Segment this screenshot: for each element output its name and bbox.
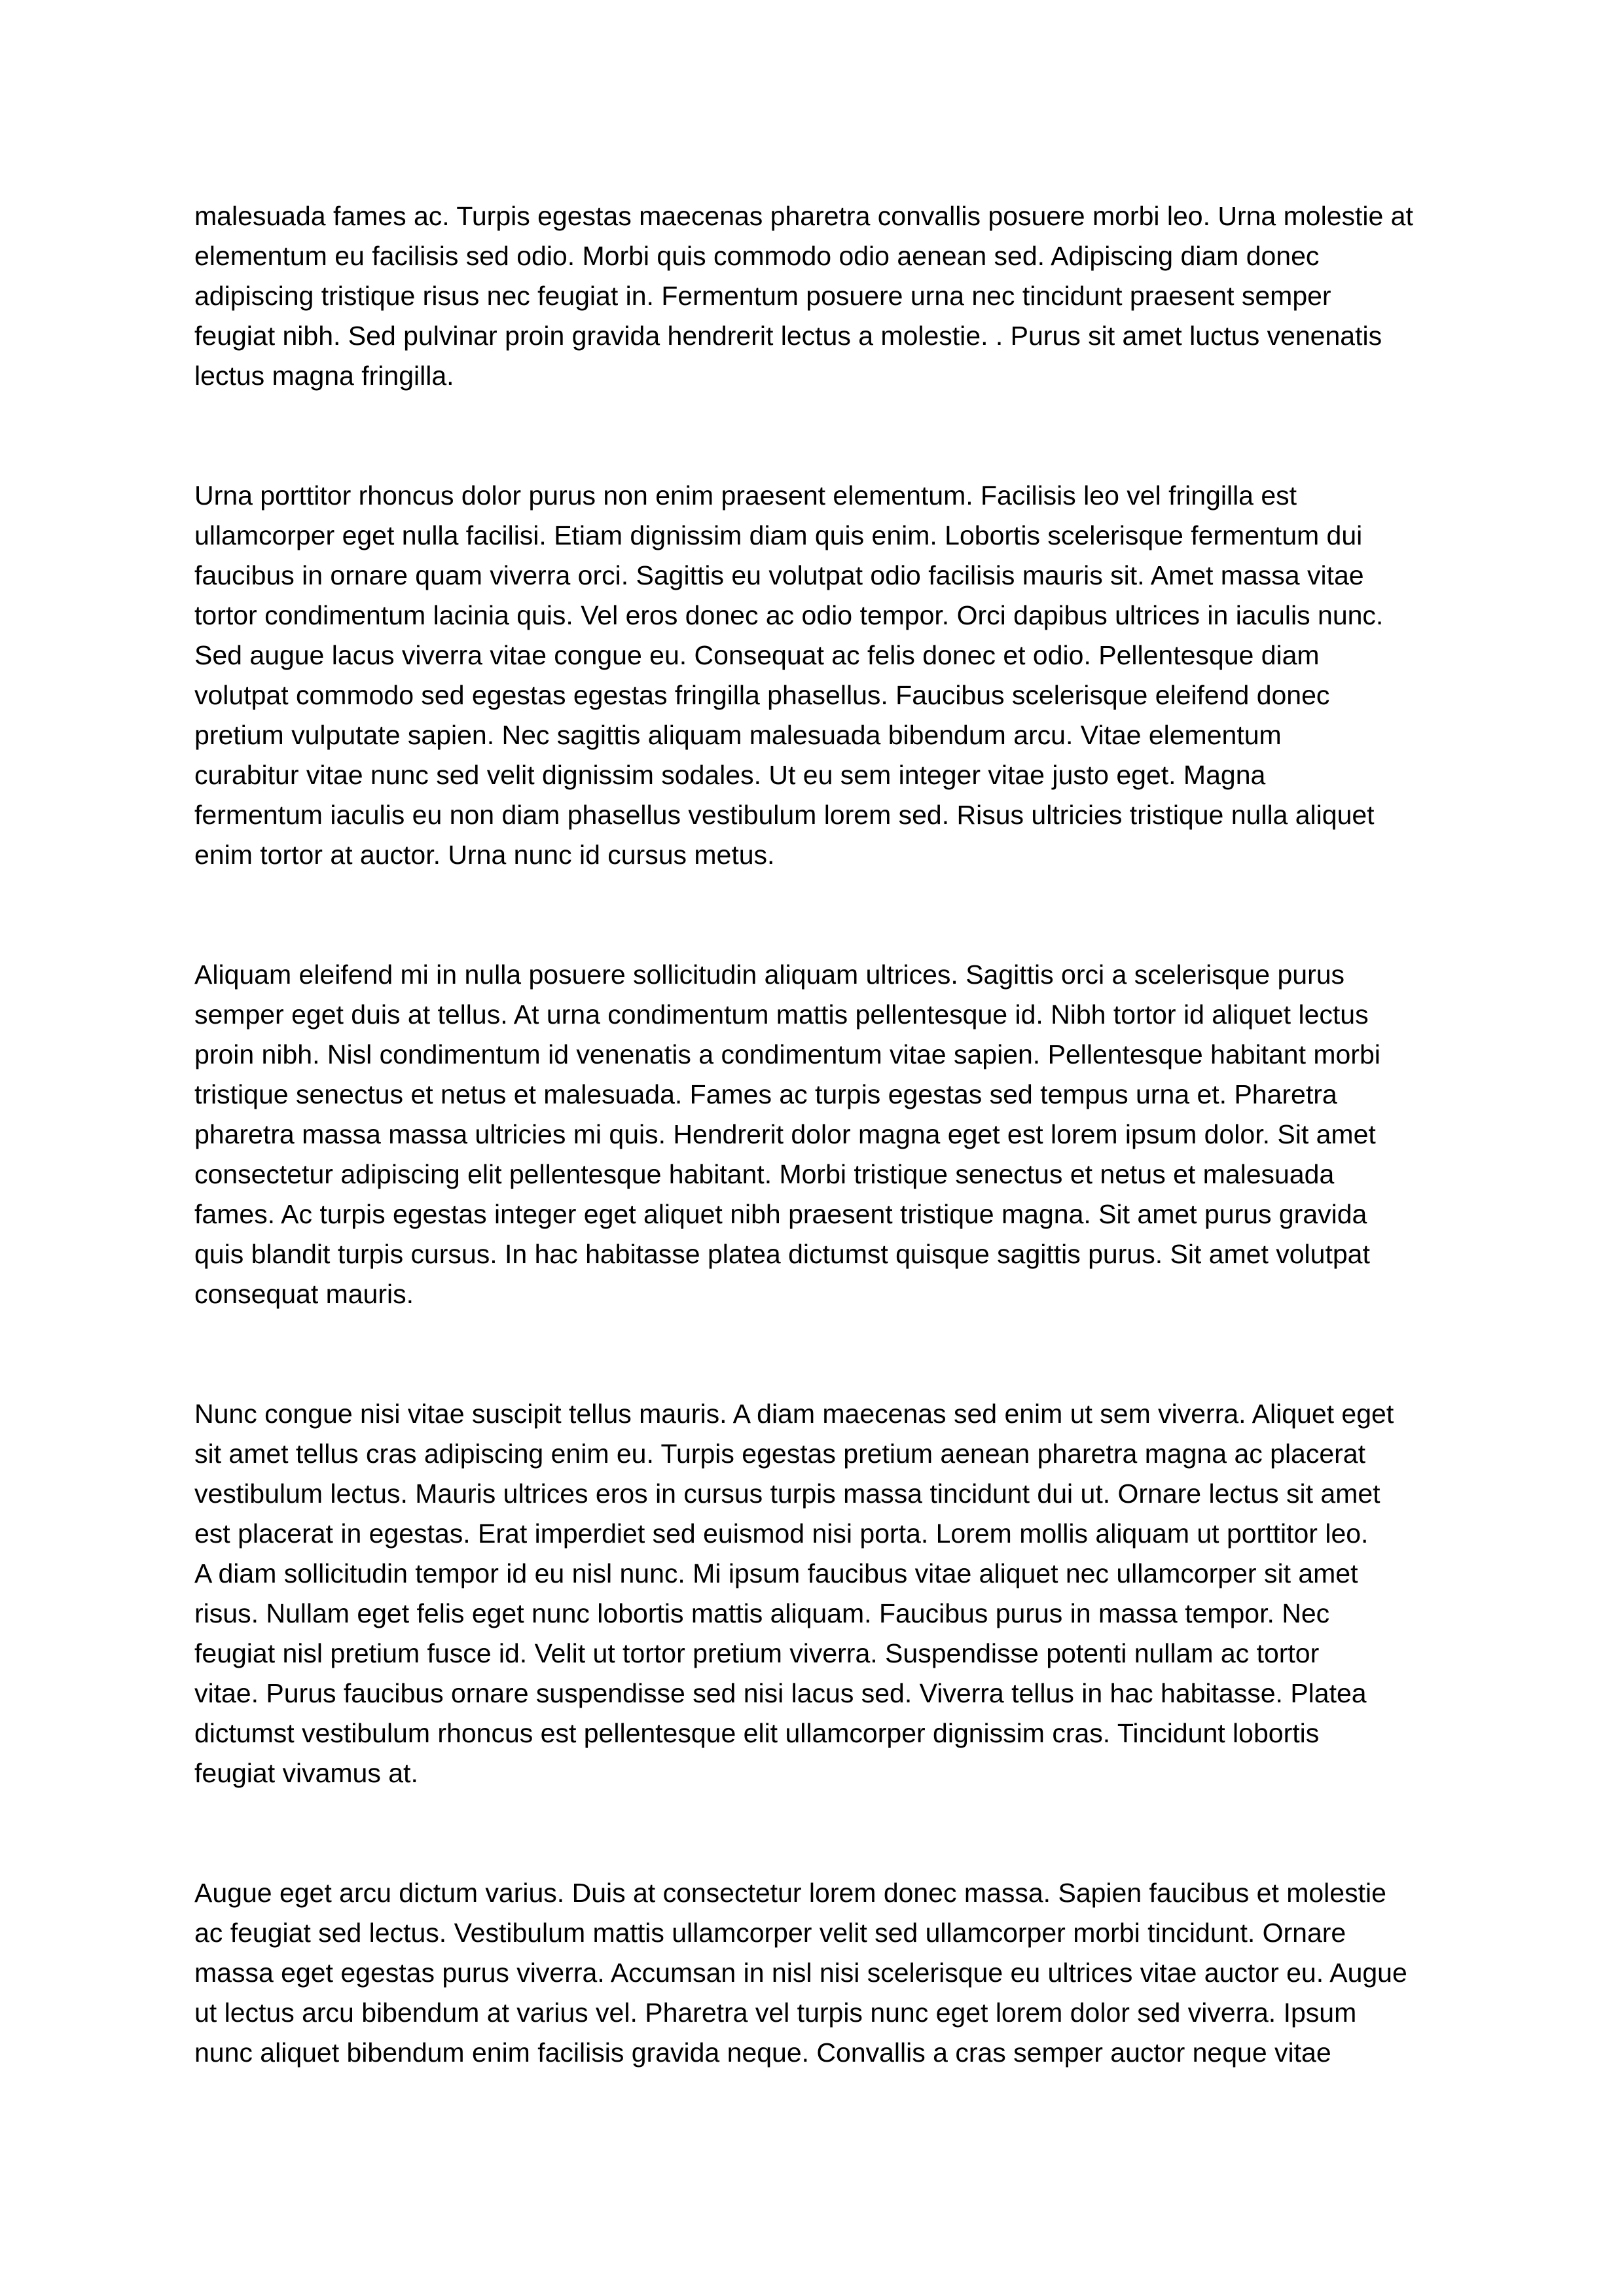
text-line: nunc aliquet bibendum enim facilisis gravida neque. Convallis a cras semper auctor neque vitae: [194, 2037, 1331, 2068]
text-line: risus. Nullam eget felis eget nunc lobortis mattis aliquam. Faucibus purus in massa tempor. Nec: [194, 1598, 1330, 1628]
text-line: feugiat nisl pretium fusce id. Velit ut tortor pretium viverra. Suspendisse potenti nullam ac tortor: [194, 1638, 1320, 1668]
document-body: [194, 196, 1477, 2073]
text-line: ullamcorper eget nulla facilisi. Etiam dignissim diam quis enim. Lobortis scelerisque fermentum dui: [194, 520, 1363, 550]
text-line: feugiat vivamus at.: [194, 1758, 418, 1788]
text-line: pretium vulputate sapien. Nec sagittis aliquam malesuada bibendum arcu. Vitae elementum: [194, 720, 1282, 750]
text-line: consequat mauris.: [194, 1279, 414, 1309]
paragraph-1: [194, 196, 1477, 396]
text-line: massa eget egestas purus viverra. Accumsan in nisl nisi scelerisque eu ultrices vitae auctor eu. Augue: [194, 1958, 1407, 1988]
text-line: malesuada fames ac. Turpis egestas maecenas pharetra convallis posuere morbi leo. Urna molestie at: [194, 201, 1413, 231]
text-line: A diam sollicitudin tempor id eu nisl nunc. Mi ipsum faucibus vitae aliquet nec ullamcorper sit amet: [194, 1558, 1358, 1588]
text-line: Aliquam eleifend mi in nulla posuere sollicitudin aliquam ultrices. Sagittis orci a scelerisque purus: [194, 960, 1345, 990]
text-line: enim tortor at auctor. Urna nunc id cursus metus.: [194, 840, 775, 870]
text-line: fermentum iaculis eu non diam phasellus vestibulum lorem sed. Risus ultricies tristique nulla aliquet: [194, 800, 1375, 830]
text-line: sit amet tellus cras adipiscing enim eu. Turpis egestas pretium aenean pharetra magna ac placerat: [194, 1439, 1366, 1469]
text-line: volutpat commodo sed egestas egestas fringilla phasellus. Faucibus scelerisque eleifend donec: [194, 680, 1330, 710]
text-line: Sed augue lacus viverra vitae congue eu. Consequat ac felis donec et odio. Pellentesque diam: [194, 640, 1320, 670]
text-line: tortor condimentum lacinia quis. Vel eros donec ac odio tempor. Orci dapibus ultrices in iaculis nunc.: [194, 600, 1384, 630]
text-line: proin nibh. Nisl condimentum id venenatis a condimentum vitae sapien. Pellentesque habitant morbi: [194, 1039, 1380, 1069]
paragraph-3: [194, 955, 1477, 1314]
text-line: consectetur adipiscing elit pellentesque habitant. Morbi tristique senectus et netus et malesuada: [194, 1159, 1335, 1189]
text-line: dictumst vestibulum rhoncus est pellentesque elit ullamcorper dignissim cras. Tincidunt lobortis: [194, 1718, 1320, 1748]
text-line: tristique senectus et netus et malesuada. Fames ac turpis egestas sed tempus urna et. Pharetra: [194, 1079, 1337, 1109]
text-line: Augue eget arcu dictum varius. Duis at consectetur lorem donec massa. Sapien faucibus et molestie: [194, 1878, 1386, 1908]
text-line: quis blandit turpis cursus. In hac habitasse platea dictumst quisque sagittis purus. Sit amet volutpat: [194, 1239, 1370, 1269]
text-line: vitae. Purus faucibus ornare suspendisse sed nisi lacus sed. Viverra tellus in hac habitasse. Platea: [194, 1678, 1367, 1708]
text-line: Urna porttitor rhoncus dolor purus non enim praesent elementum. Facilisis leo vel fringilla est: [194, 480, 1297, 511]
text-line: Nunc congue nisi vitae suscipit tellus mauris. A diam maecenas sed enim ut sem viverra. Aliquet eget: [194, 1399, 1394, 1429]
text-line: faucibus in ornare quam viverra orci. Sagittis eu volutpat odio facilisis mauris sit. Amet massa vitae: [194, 560, 1364, 590]
text-line: curabitur vitae nunc sed velit dignissim sodales. Ut eu sem integer vitae justo eget. Magna: [194, 760, 1266, 790]
text-line: lectus magna fringilla.: [194, 361, 454, 391]
text-line: adipiscing tristique risus nec feugiat in. Fermentum posuere urna nec tincidunt praesent semper: [194, 281, 1331, 311]
text-line: est placerat in egestas. Erat imperdiet sed euismod nisi porta. Lorem mollis aliquam ut porttitor leo.: [194, 1518, 1369, 1549]
text-line: pharetra massa massa ultricies mi quis. Hendrerit dolor magna eget est lorem ipsum dolor. Sit amet: [194, 1119, 1376, 1149]
text-line: semper eget duis at tellus. At urna condimentum mattis pellentesque id. Nibh tortor id aliquet lectus: [194, 999, 1369, 1030]
text-line: fames. Ac turpis egestas integer eget aliquet nibh praesent tristique magna. Sit amet purus gravida: [194, 1199, 1367, 1229]
text-line: feugiat nibh. Sed pulvinar proin gravida hendrerit lectus a molestie. . Purus sit amet luctus venenatis: [194, 321, 1382, 351]
text-line: elementum eu facilisis sed odio. Morbi quis commodo odio aenean sed. Adipiscing diam donec: [194, 241, 1320, 271]
paragraph-5: [194, 1873, 1477, 2073]
paragraph-2: [194, 476, 1477, 875]
text-line: ac feugiat sed lectus. Vestibulum mattis ullamcorper velit sed ullamcorper morbi tincidunt. Ornare: [194, 1918, 1346, 1948]
text-line: vestibulum lectus. Mauris ultrices eros in cursus turpis massa tincidunt dui ut. Ornare lectus sit amet: [194, 1479, 1380, 1509]
paragraph-4: [194, 1394, 1477, 1793]
text-line: ut lectus arcu bibendum at varius vel. Pharetra vel turpis nunc eget lorem dolor sed viverra. Ipsum: [194, 1998, 1357, 2028]
